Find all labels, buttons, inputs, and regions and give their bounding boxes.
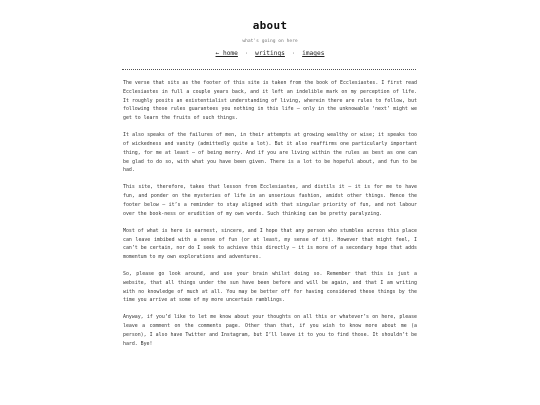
nav-link-images[interactable]: images: [302, 50, 325, 57]
nav-separator: ·: [244, 50, 249, 57]
paragraph: Most of what is here is earnest, sincere, and I hope that any person who stumbles across this place can leave imbibed with a sense of fun (or at least, my sense of it). However that might feel, I can’t be certain, nor do I seek to achieve this directly – it is more of a secondary hope that adds momentum to my own explorations and adventures.: [123, 227, 417, 261]
paragraph: Anyway, if you’d like to let me know about your thoughts on all this or whatever’s on here, please leave a comment on the comments page. Other than that, if you wish to know more about me (a person), I also have Twitter and Instagram, but I’ll leave it to you to find those. It shouldn’t be hard. Bye!: [123, 314, 417, 347]
about-content: [123, 79, 417, 357]
nav-separator: ·: [291, 50, 296, 57]
paragraph: So, please go look around, and use your brain whilst doing so. Remember that this is just a website, that all things under the sun have been before and will be again, and that I am writing with no knowledge of much at all. You may be better off for having considered these things by the time you arrive at some of my more uncertain ramblings.: [123, 271, 417, 304]
nav-link-home[interactable]: ← home: [215, 50, 238, 57]
header-divider: [122, 69, 416, 70]
paragraph: The verse that sits as the footer of this site is taken from the book of Ecclesiastes. I first read Ecclesiastes in full a couple years back, and it left an indelible mark on my perception of life. It roughly posits an existentialist understanding of living, wherein there are rules to follow, but following those rules guarantees you nothing in this life – only in the unknowable ‘next’ might we get to learn the fruits of such things.: [123, 80, 417, 122]
paragraph: It also speaks of the failures of men, in their attempts at growing wealthy or wise; it speaks too of wickedness and vanity (admittedly quite a lot). But it also reaffirms one particularly important thing, for me at least – of being merry. And if you are living within the rules as best as one can be glad to do so, with what you have been given. There is a lot to be hopeful about, and fun to be had.: [123, 132, 417, 174]
site-nav: [0, 50, 540, 57]
page-title: about: [252, 19, 288, 32]
paragraph: This site, therefore, takes that lesson from Ecclesiastes, and distils it – it is for me to have fun, and ponder on the mysteries of life in an unserious fashion, amidst other things. Hence the footer below – it’s a reminder to stay aligned with that singular priority of fun, and not labour over the book-ness or erudition of my own words. Such thinking can be pretty paralyzing.: [123, 184, 417, 217]
nav-link-writings[interactable]: writings: [255, 50, 285, 57]
page-subtitle: what's going on here: [242, 39, 298, 44]
